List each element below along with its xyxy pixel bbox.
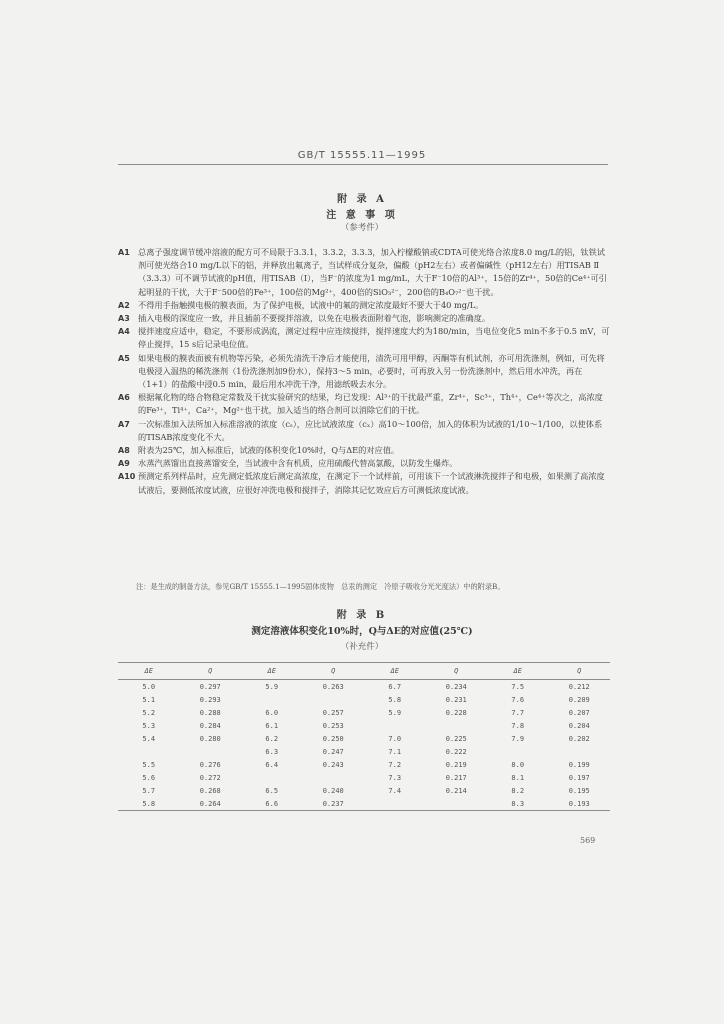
item-text: 如果电极的膜表面被有机物等污染，必须先清洗干净后才能使用，清洗可用甲醇，丙酮等有机试剂，亦可用洗涤剂，例如，可先将电极浸入温热的稀洗涤剂（1份洗涤剂加9份水），保持3～5 min，必要时，可再放入另一份洗涤剂中，然后用水冲洗，再在（1+1）的盐酸中浸0.5 min，最后用水冲洗干净，用滤纸吸去水分。 <box>138 352 605 390</box>
table-row <box>118 706 610 719</box>
appendix-a-item <box>118 391 610 417</box>
table-cell: 0.195 <box>568 786 590 795</box>
table-row <box>118 693 610 706</box>
table-row <box>118 758 610 771</box>
table-cell: 0.214 <box>445 786 467 795</box>
item-text: 预测定系列样品时，应先测定低浓度后测定高浓度，在测定下一个试样前，可用该下一个试液淋洗搅拌子和电极，如果测了高浓度试液后，要测低浓度试液，应很好冲洗电极和搅拌子，消除其记忆效应后方可测低浓度试液。 <box>138 471 605 495</box>
appendix-a-item <box>118 352 610 392</box>
table-header-cell: Q <box>303 663 365 680</box>
item-label: A8 <box>118 446 130 456</box>
table-cell: 0.207 <box>568 708 590 717</box>
item-text: 插入电极的深度应一致，并且插前不要搅拌溶液，以免在电极表面附着气泡，影响测定的准确度。 <box>138 313 491 324</box>
item-label: A4 <box>118 327 130 337</box>
item-text: 水蒸汽蒸馏出直接蒸馏安全，当试液中含有机质，应用硫酸代替高氯酸，以防发生爆炸。 <box>138 458 458 469</box>
appendix-a-subtitle: 注 意 事 项 <box>326 210 398 221</box>
table-header-cell: Q <box>426 663 488 680</box>
appendix-a-item <box>118 312 610 325</box>
table-header-cell: ΔE <box>487 663 549 680</box>
header-rule <box>118 164 608 165</box>
table-cell <box>364 719 426 732</box>
table-cell: 6.0 <box>265 708 279 717</box>
table-cell: 5.4 <box>142 734 156 743</box>
table-cell: 0.240 <box>322 786 344 795</box>
table-cell: 6.1 <box>265 721 279 730</box>
table-cell: 8.3 <box>487 797 549 811</box>
table-cell: 7.9 <box>511 734 525 743</box>
table-cell: 5.7 <box>142 786 156 795</box>
table-header-cell: ΔE <box>241 663 303 680</box>
table-cell: 7.3 <box>388 773 402 782</box>
page-number: 569 <box>580 836 596 845</box>
table-header-cell: Q <box>180 663 242 680</box>
table-cell: 7.1 <box>388 747 402 756</box>
appendix-a-item <box>118 444 610 457</box>
table-cell: 6.2 <box>265 734 279 743</box>
appendix-a-item <box>118 470 610 496</box>
table-cell: 0.288 <box>199 708 221 717</box>
appendix-a-item <box>118 418 610 444</box>
table-cell: 5.5 <box>142 760 156 769</box>
appendix-a-item <box>118 299 610 312</box>
table-cell: 5.2 <box>142 708 156 717</box>
item-text: 不得用手指触摸电极的膜表面，为了保护电极，试液中的氟的测定浓度最好不要大于40 mg/L。 <box>138 299 484 310</box>
table-cell: 5.8 <box>118 797 180 811</box>
table-header-row <box>118 663 610 680</box>
table-cell: 0.268 <box>199 786 221 795</box>
table-cell: 0.284 <box>199 721 221 730</box>
table-cell: 0.276 <box>199 760 221 769</box>
table-cell: 7.4 <box>388 786 402 795</box>
table-cell: 7.6 <box>511 695 525 704</box>
q-delta-e-table <box>118 662 610 811</box>
table-cell: 0.202 <box>568 734 590 743</box>
table-cell: 0.293 <box>199 695 221 704</box>
appendix-a-note: （参考件） <box>340 223 384 233</box>
appendix-a-title: 附 录 A <box>337 194 387 205</box>
table-cell: 5.8 <box>388 695 402 704</box>
table-cell: 8.0 <box>511 760 525 769</box>
table-cell: 5.6 <box>142 773 156 782</box>
item-label: A6 <box>118 393 130 403</box>
table-cell: 0.193 <box>549 797 611 811</box>
table-cell: 0.247 <box>322 747 344 756</box>
table-cell: 0.222 <box>445 747 467 756</box>
item-text: 一次标准加入法所加入标准溶液的浓度（cₛ），应比试液浓度（cₓ）高10～100倍，加入的体积为试液的1/10～1/100，以使体系的TISAB浓度变化不大。 <box>138 418 603 442</box>
table-cell: 7.0 <box>388 734 402 743</box>
table-cell: 0.225 <box>445 734 467 743</box>
appendix-a-item <box>118 457 610 470</box>
table-cell: 0.253 <box>322 721 344 730</box>
table-cell <box>241 771 303 784</box>
table-cell <box>426 797 488 811</box>
table-cell: 5.1 <box>142 695 156 704</box>
item-text: 根据氟化物的络合物稳定常数及干扰实验研究的结果，均已发现：Al³⁺的干扰最严重，Zr⁴⁺，Sc³⁺，Th⁴⁺，Ce⁴⁺等次之，高浓度的Fe³⁺，Ti⁴⁺，Ca²⁺，Mg²⁺也干扰，加入适当的络合剂可以消除它们的干扰。 <box>138 392 603 416</box>
table-row <box>118 732 610 745</box>
item-label: A5 <box>118 353 130 363</box>
item-label: A9 <box>118 459 130 469</box>
table-header-cell: Q <box>549 663 611 680</box>
table-cell <box>118 745 180 758</box>
item-text: 附表为25℃，加入标准后，试液的体积变化10%时，Q与ΔE的对应值。 <box>138 445 400 456</box>
table-cell: 7.5 <box>511 682 525 691</box>
appendix-a-items <box>118 246 610 497</box>
table-cell: 6.7 <box>388 682 402 691</box>
table-cell <box>426 719 488 732</box>
table-cell: 0.234 <box>445 682 467 691</box>
table-cell: 7.8 <box>511 721 525 730</box>
table-cell <box>549 745 611 758</box>
table-cell: 6.6 <box>241 797 303 811</box>
table-cell: 0.297 <box>199 682 221 691</box>
table-cell: 0.219 <box>445 760 467 769</box>
table-cell <box>303 693 365 706</box>
table-cell: 0.228 <box>445 708 467 717</box>
table-cell: 5.0 <box>142 682 156 691</box>
item-label: A1 <box>118 248 130 257</box>
table-cell: 0.212 <box>568 682 590 691</box>
table-row <box>118 680 610 694</box>
item-text: 搅拌速度应适中，稳定，不要形成涡流，测定过程中应连续搅拌，搅拌速度大约为180/min，当电位变化5 min不多于0.5 mV，可停止搅拌，15 s后记录电位值。 <box>138 326 610 350</box>
table-body <box>118 680 610 811</box>
appendix-b-subtitle: 测定溶液体积变化10%时，Q与ΔE的对应值(25℃) <box>251 626 473 637</box>
appendix-a-footnote: 注：是生成的制备方法，参见GB/T 15555.1—1995固体废物 总汞的测定 冷原子吸收分光光度法）中的附录B。 <box>136 582 505 591</box>
table-cell: 5.3 <box>142 721 156 730</box>
appendix-a-item <box>118 246 610 299</box>
table-cell <box>487 745 549 758</box>
table-cell: 0.231 <box>445 695 467 704</box>
table-cell <box>180 745 242 758</box>
table-cell: 0.272 <box>199 773 221 782</box>
table-row <box>118 784 610 797</box>
table-cell: 0.209 <box>568 695 590 704</box>
item-label: A10 <box>118 472 136 482</box>
appendix-b-title: 附 录 B <box>336 610 388 621</box>
table-cell <box>241 693 303 706</box>
table-cell: 0.264 <box>180 797 242 811</box>
table-header-cell: ΔE <box>364 663 426 680</box>
table-cell: 0.263 <box>322 682 344 691</box>
standard-code-header: GB/T 15555.11—1995 <box>297 150 427 161</box>
appendix-a-item <box>118 325 610 351</box>
item-label: A2 <box>118 300 130 310</box>
table-cell: 0.204 <box>568 721 590 730</box>
table-cell: 0.250 <box>322 734 344 743</box>
item-text: 总离子强度调节缓冲溶液的配方可不局限于3.3.1，3.3.2，3.3.3，加入柠檬酸钠或CDTA可使光络合浓度8.0 mg/L的铝，钛铁试剂可使光络合10 mg/L以下的铝，并释放出氟离子，当试样成分复杂，偏酸（pH2左右）或者偏碱性（pH12左右）用TISAB Ⅱ（3.3.3）可不调节试液的pH值，用TISAB（Ⅰ），当F⁻的浓度为1 mg/mL，大于F⁻10倍的Al³⁺，15倍的Zr⁴⁺，50倍的Ce⁴⁺可引起明显的干扰，大于F⁻500倍的Fe³⁺，100倍的Mg²⁺，400倍的SiO₃²⁻，200倍的B₄O₇²⁻也干扰。 <box>138 247 607 297</box>
item-label: A7 <box>118 419 130 429</box>
table-cell: 0.197 <box>568 773 590 782</box>
table-row <box>118 719 610 732</box>
table-cell: 6.3 <box>265 747 279 756</box>
table-row <box>118 745 610 758</box>
table-cell: 5.9 <box>265 682 279 691</box>
table-cell: 0.257 <box>322 708 344 717</box>
table-cell: 0.237 <box>303 797 365 811</box>
table-cell: 7.2 <box>388 760 402 769</box>
table-row <box>118 771 610 784</box>
table-cell: 8.2 <box>511 786 525 795</box>
table-row <box>118 797 610 811</box>
table-cell: 6.5 <box>265 786 279 795</box>
table-cell: 0.243 <box>322 760 344 769</box>
table-cell: 5.9 <box>388 708 402 717</box>
table-cell: 0.217 <box>445 773 467 782</box>
item-label: A3 <box>118 314 130 324</box>
table-cell: 8.1 <box>511 773 525 782</box>
table-header-cell: ΔE <box>118 663 180 680</box>
table-cell <box>364 797 426 811</box>
appendix-b-note: （补充件） <box>340 642 384 652</box>
table-cell: 0.199 <box>568 760 590 769</box>
table-cell: 7.7 <box>511 708 525 717</box>
table-cell: 6.4 <box>265 760 279 769</box>
table-cell: 0.280 <box>199 734 221 743</box>
table-cell <box>303 771 365 784</box>
